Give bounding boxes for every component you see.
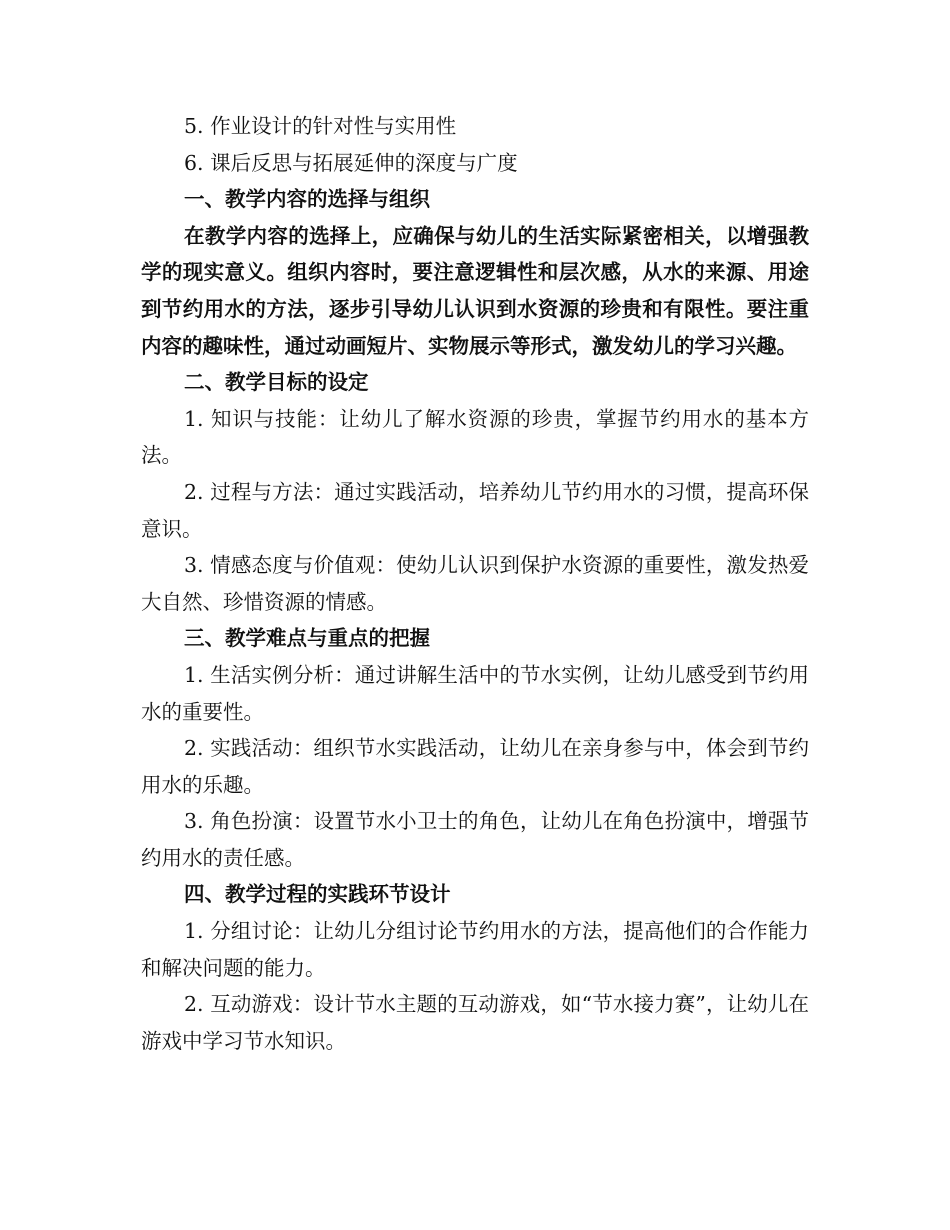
list-item: 6. 课后反思与拓展延伸的深度与广度 xyxy=(184,150,518,175)
section-heading: 一、教学内容的选择与组织 xyxy=(184,187,430,212)
list-item: 5. 作业设计的针对性与实用性 xyxy=(184,114,457,138)
list-item: 2. 过程与方法：通过实践活动，培养幼儿节约用水的习惯，提高环保意识。 xyxy=(141,479,809,541)
list-item: 3. 情感态度与价值观：使幼儿认识到保护水资源的重要性，激发热爱大自然、珍惜资源的情感。 xyxy=(141,553,809,614)
document-body xyxy=(141,108,809,1059)
section-heading: 二、教学目标的设定 xyxy=(184,370,369,395)
list-item: 1. 知识与技能：让幼儿了解水资源的珍贵，掌握节约用水的基本方法。 xyxy=(141,406,809,468)
list-item: 2. 互动游戏：设计节水主题的互动游戏，如“节水接力赛”，让幼儿在游戏中学习节水知识。 xyxy=(141,992,809,1053)
list-item: 1. 生活实例分析：通过讲解生活中的节水实例，让幼儿感受到节约用水的重要性。 xyxy=(141,662,809,724)
list-item: 2. 实践活动：组织节水实践活动，让幼儿在亲身参与中，体会到节约用水的乐趣。 xyxy=(141,736,809,797)
list-item: 1. 分组讨论：让幼儿分组讨论节约用水的方法，提高他们的合作能力和解决问题的能力。 xyxy=(141,919,809,980)
list-item: 3. 角色扮演：设置节水小卫士的角色，让幼儿在角色扮演中，增强节约用水的责任感。 xyxy=(141,809,809,870)
section-heading: 三、教学难点与重点的把握 xyxy=(184,626,430,651)
section-heading: 四、教学过程的实践环节设计 xyxy=(184,882,451,907)
section-paragraph: 在教学内容的选择上，应确保与幼儿的生活实际紧密相关，以增强教学的现实意义。组织内容时，要注意逻辑性和层次感，从水的来源、用途到节约用水的方法，逐步引导幼儿认识到水资源的珍贵和有限性。要注重内容的趣味性，通过动画短片、实物展示等形式，激发幼儿的学习兴趣。 xyxy=(141,223,809,358)
